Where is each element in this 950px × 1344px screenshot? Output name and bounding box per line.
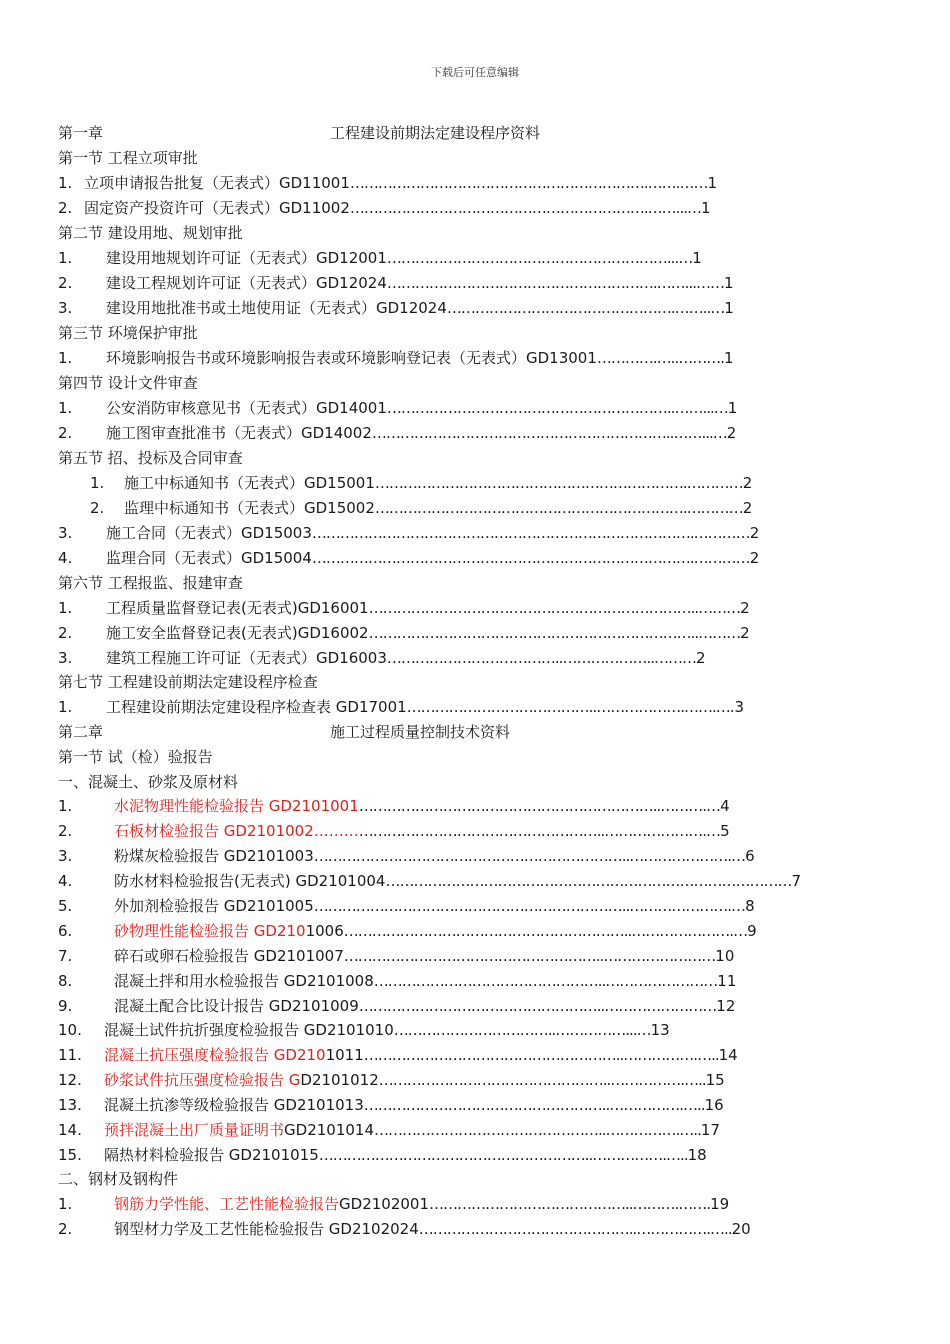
entry-page: 12 xyxy=(716,997,736,1015)
leader-dots: …………………………………..……………….…….… xyxy=(406,698,730,716)
entry-title: D2101012 xyxy=(300,1071,379,1089)
entry-number: 3. xyxy=(58,847,73,865)
entry-number: 4. xyxy=(58,549,73,567)
entry-number: 3. xyxy=(58,299,73,317)
section-heading: 二、钢材及钢构件 xyxy=(58,1170,179,1188)
entry-number: 1. xyxy=(58,698,73,716)
leader-dots: ………………………………..………………..……… xyxy=(386,649,696,667)
leader-dots: …………………………………………………..…………….….. xyxy=(318,1146,688,1164)
entry-title: 固定资产投资许可（无表式）GD11002 xyxy=(84,199,350,217)
entry-title: 工程质量监督登记表(无表式)GD16001 xyxy=(106,599,369,617)
leader-dots: …………………………………………..…………….….. xyxy=(378,1071,706,1089)
entry-number: 2. xyxy=(58,274,73,292)
entry-page: 10 xyxy=(715,947,735,965)
entry-title: 立项申请报告批复（无表式）GD11001 xyxy=(84,174,350,192)
entry-title: 公安消防审核意见书（无表式）GD14001 xyxy=(106,399,387,417)
entry-title: GD2102001 xyxy=(339,1195,429,1213)
leader-dots: ………………………………………………..…………………… xyxy=(343,947,716,965)
section-heading: 第二节 建设用地、规划审批 xyxy=(58,224,243,242)
leader-dots: ………………………………………..…………….….. xyxy=(418,1220,732,1238)
entry-page: 7 xyxy=(791,872,801,890)
leader-dots: ……………………………………………………..……...… xyxy=(386,399,728,417)
entry-page: 1 xyxy=(727,399,738,417)
entry-number: 4. xyxy=(58,872,73,890)
chapter-label: 第二章 xyxy=(58,723,104,741)
entry-page: 8 xyxy=(745,897,755,915)
entry-title: 混凝土配合比设计报告 GD2101009 xyxy=(114,997,359,1015)
entry-page: .3 xyxy=(729,698,745,716)
entry-page: 1 xyxy=(723,349,734,367)
entry-number: 14. xyxy=(58,1121,82,1139)
entry-title: 防水材料检验报告(无表式) GD2101004 xyxy=(114,872,386,890)
section-heading: 第四节 设计文件审查 xyxy=(58,374,198,392)
entry-title: 1011 xyxy=(325,1046,364,1064)
leader-dots: ……………………………………………..………………….… xyxy=(358,822,721,840)
entry-page: 13 xyxy=(650,1021,670,1039)
chapter-label: 第一章 xyxy=(58,124,104,142)
leader-dots: …………………………………………………………..………………….… xyxy=(313,847,746,865)
chapter-title: 工程建设前期法定建设程序资料 xyxy=(330,124,541,142)
leader-dots: ……………………………..……………...… xyxy=(393,1021,651,1039)
leader-dots: ……………………………………………………….……...… xyxy=(349,199,701,217)
entry-number: 6. xyxy=(58,922,73,940)
entry-page: 2 xyxy=(742,474,753,492)
entry-number: 7. xyxy=(58,947,73,965)
entry-number: 1. xyxy=(58,599,73,617)
entry-title: 建筑工程施工许可证（无表式）GD16003 xyxy=(106,649,387,667)
leader-dots: …………………………………………..…………….….. xyxy=(374,1121,701,1139)
entry-page: 1 xyxy=(723,274,734,292)
entry-number: 3. xyxy=(58,524,73,542)
entry-number: 2. xyxy=(58,822,73,840)
entry-title-highlight: 水泥物理性能检验报告 GD2101001 xyxy=(114,797,359,815)
entry-number: 2. xyxy=(58,624,73,642)
entry-number: 9. xyxy=(58,997,73,1015)
entry-title: 施工合同（无表式）GD15003 xyxy=(106,524,312,542)
entry-number: 2. xyxy=(58,1220,73,1238)
entry-number: 8. xyxy=(58,972,73,990)
section-heading: 第六节 工程报监、报建审查 xyxy=(58,574,243,592)
entry-title: 监理合同（无表式）GD15004 xyxy=(106,549,312,567)
entry-title-highlight: 钢筋力学性能、工艺性能检验报告 xyxy=(114,1195,340,1213)
entry-title: 混凝土抗渗等级检验报告 GD2101013 xyxy=(104,1096,364,1114)
entry-number: 1. xyxy=(58,174,73,192)
entry-page: 1 xyxy=(700,199,711,217)
entry-page: 16 xyxy=(704,1096,724,1114)
entry-number: 1. xyxy=(90,474,105,492)
entry-page: 15 xyxy=(705,1071,725,1089)
entry-number: 1. xyxy=(58,1195,73,1213)
entry-number: 3. xyxy=(58,649,73,667)
entry-title: 施工安全监督登记表(无表式)GD16002 xyxy=(106,624,369,642)
entry-number: 11. xyxy=(58,1046,82,1064)
entry-number: 1. xyxy=(58,249,73,267)
entry-title: 外加剂检验报告 GD2101005 xyxy=(114,897,314,915)
entry-number: 1. xyxy=(58,349,73,367)
entry-title: 建设工程规划许可证（无表式）GD12024 xyxy=(106,274,387,292)
entry-number: 2. xyxy=(58,199,73,217)
entry-page: 2 xyxy=(749,549,760,567)
entry-page: 2 xyxy=(740,599,750,617)
entry-title: 施工中标通知书（无表式）GD15001 xyxy=(124,474,375,492)
entry-number: 15. xyxy=(58,1146,82,1164)
entry-number: 1. xyxy=(58,399,73,417)
leader-dots: ………………………………………………..…………….….. xyxy=(363,1046,719,1064)
header-note: 下载后可任意编辑 xyxy=(431,66,519,79)
entry-page: 17 xyxy=(700,1121,720,1139)
entry-title-highlight: 砂物理性能检验报告 GD210 xyxy=(114,922,306,940)
entry-page: 20 xyxy=(731,1220,751,1238)
leader-dots: ……………………………………………..…………………… xyxy=(358,997,717,1015)
entry-page: 18 xyxy=(687,1146,707,1164)
leader-dots: ………….…..………. xyxy=(596,349,724,367)
leader-dots: ………………………………………………………..……...… xyxy=(371,424,727,442)
entry-title: 粉煤灰检验报告 GD2101003 xyxy=(114,847,314,865)
entry-page: 2 xyxy=(740,624,750,642)
entry-page: 2 xyxy=(695,649,706,667)
entry-number: 2. xyxy=(58,424,73,442)
leader-dots: …………………………………………………………..………………….… xyxy=(313,897,746,915)
leader-dots: ……………………………………………………...… xyxy=(386,249,693,267)
leader-dots: ……………………………………………………….…….…… xyxy=(349,174,708,192)
leader-dots: ……………………………………………………………………….………… xyxy=(311,549,750,567)
section-heading: 第七节 工程建设前期法定建设程序检查 xyxy=(58,673,318,691)
leader-dots: ……………………………………………………………..……… xyxy=(368,624,741,642)
entry-title: GD2101014 xyxy=(284,1121,374,1139)
leader-dots: ………………………………………………………..……….… xyxy=(358,797,721,815)
entry-title: 监理中标通知书（无表式）GD15002 xyxy=(124,499,375,517)
entry-number: 1. xyxy=(58,797,73,815)
entry-title-highlight: 石板材检验报告 GD2101002……… xyxy=(114,822,359,840)
leader-dots: ………………………………………………………….………… xyxy=(374,499,743,517)
entry-title: 隔热材料检验报告 GD2101015 xyxy=(104,1146,319,1164)
entry-page: 14 xyxy=(718,1046,738,1064)
entry-title: 1006 xyxy=(305,922,344,940)
entry-title: 混凝土试件抗折强度检验报告 GD2101010 xyxy=(104,1021,394,1039)
entry-number: 12. xyxy=(58,1071,82,1089)
entry-title: 钢型材力学及工艺性能检验报告 GD2102024 xyxy=(114,1220,419,1238)
entry-page: 1 xyxy=(692,249,702,267)
chapter-title: 施工过程质量控制技术资料 xyxy=(330,723,511,741)
entry-page: 2 xyxy=(726,424,737,442)
section-heading: 第一节 工程立项审批 xyxy=(58,149,198,167)
leader-dots: ………………………………………….……..… xyxy=(446,299,725,317)
section-heading: 第三节 环境保护审批 xyxy=(58,324,198,342)
entry-title-highlight: 混凝土抗压强度检验报告 GD210 xyxy=(104,1046,326,1064)
entry-number: 5. xyxy=(58,897,73,915)
section-heading: 第五节 招、投标及合同审查 xyxy=(58,449,243,467)
entry-title: 建设用地规划许可证（无表式）GD12001 xyxy=(106,249,387,267)
entry-title: 工程建设前期法定建设程序检查表 GD17001 xyxy=(106,698,407,716)
leader-dots: …………………………………………..…………………… xyxy=(373,972,718,990)
section-heading: 第一节 试（检）验报告 xyxy=(58,748,213,766)
entry-title-highlight: 预拌混凝土出厂质量证明书 xyxy=(104,1121,285,1139)
entry-page: 11 xyxy=(717,972,737,990)
entry-title-highlight: 砂浆试件抗压强度检验报告 G xyxy=(104,1071,301,1089)
leader-dots: …………………………………………………………………………… xyxy=(385,872,792,890)
entry-page: 2 xyxy=(749,524,760,542)
leader-dots: ……………………………………………………………..……… xyxy=(368,599,741,617)
entry-number: 13. xyxy=(58,1096,82,1114)
entry-page: 19 xyxy=(710,1195,730,1213)
leader-dots: ……………………………………………..…………….….. xyxy=(363,1096,705,1114)
leader-dots: ………………………………………………….……...…… xyxy=(386,274,724,292)
leader-dots: ……………………………………..……….……. xyxy=(429,1195,711,1213)
entry-page: 1 xyxy=(707,174,717,192)
entry-title: 环境影响报告书或环境影响报告表或环境影响登记表（无表式）GD13001 xyxy=(106,349,597,367)
entry-page: 4 xyxy=(720,797,730,815)
entry-title: 碎石或卵石检验报告 GD2101007 xyxy=(114,947,344,965)
leader-dots: ………………………………………………………….………… xyxy=(374,474,743,492)
entry-number: 10. xyxy=(58,1021,82,1039)
entry-page: 9 xyxy=(747,922,757,940)
entry-page: 1 xyxy=(724,299,734,317)
leader-dots: ……………………………………………………………………….………… xyxy=(311,524,750,542)
entry-title: 建设用地批准书或土地使用证（无表式）GD12024 xyxy=(106,299,447,317)
leader-dots: ……………………………………………………..………………….… xyxy=(343,922,748,940)
entry-number: 2. xyxy=(90,499,105,517)
entry-page: 2 xyxy=(742,499,753,517)
entry-title: 施工图审查批准书（无表式）GD14002 xyxy=(106,424,372,442)
section-heading: 一、混凝土、砂浆及原材料 xyxy=(58,773,239,791)
entry-page: 6 xyxy=(745,847,755,865)
entry-page: 5 xyxy=(720,822,730,840)
entry-title: 混凝土拌和用水检验报告 GD2101008 xyxy=(114,972,374,990)
